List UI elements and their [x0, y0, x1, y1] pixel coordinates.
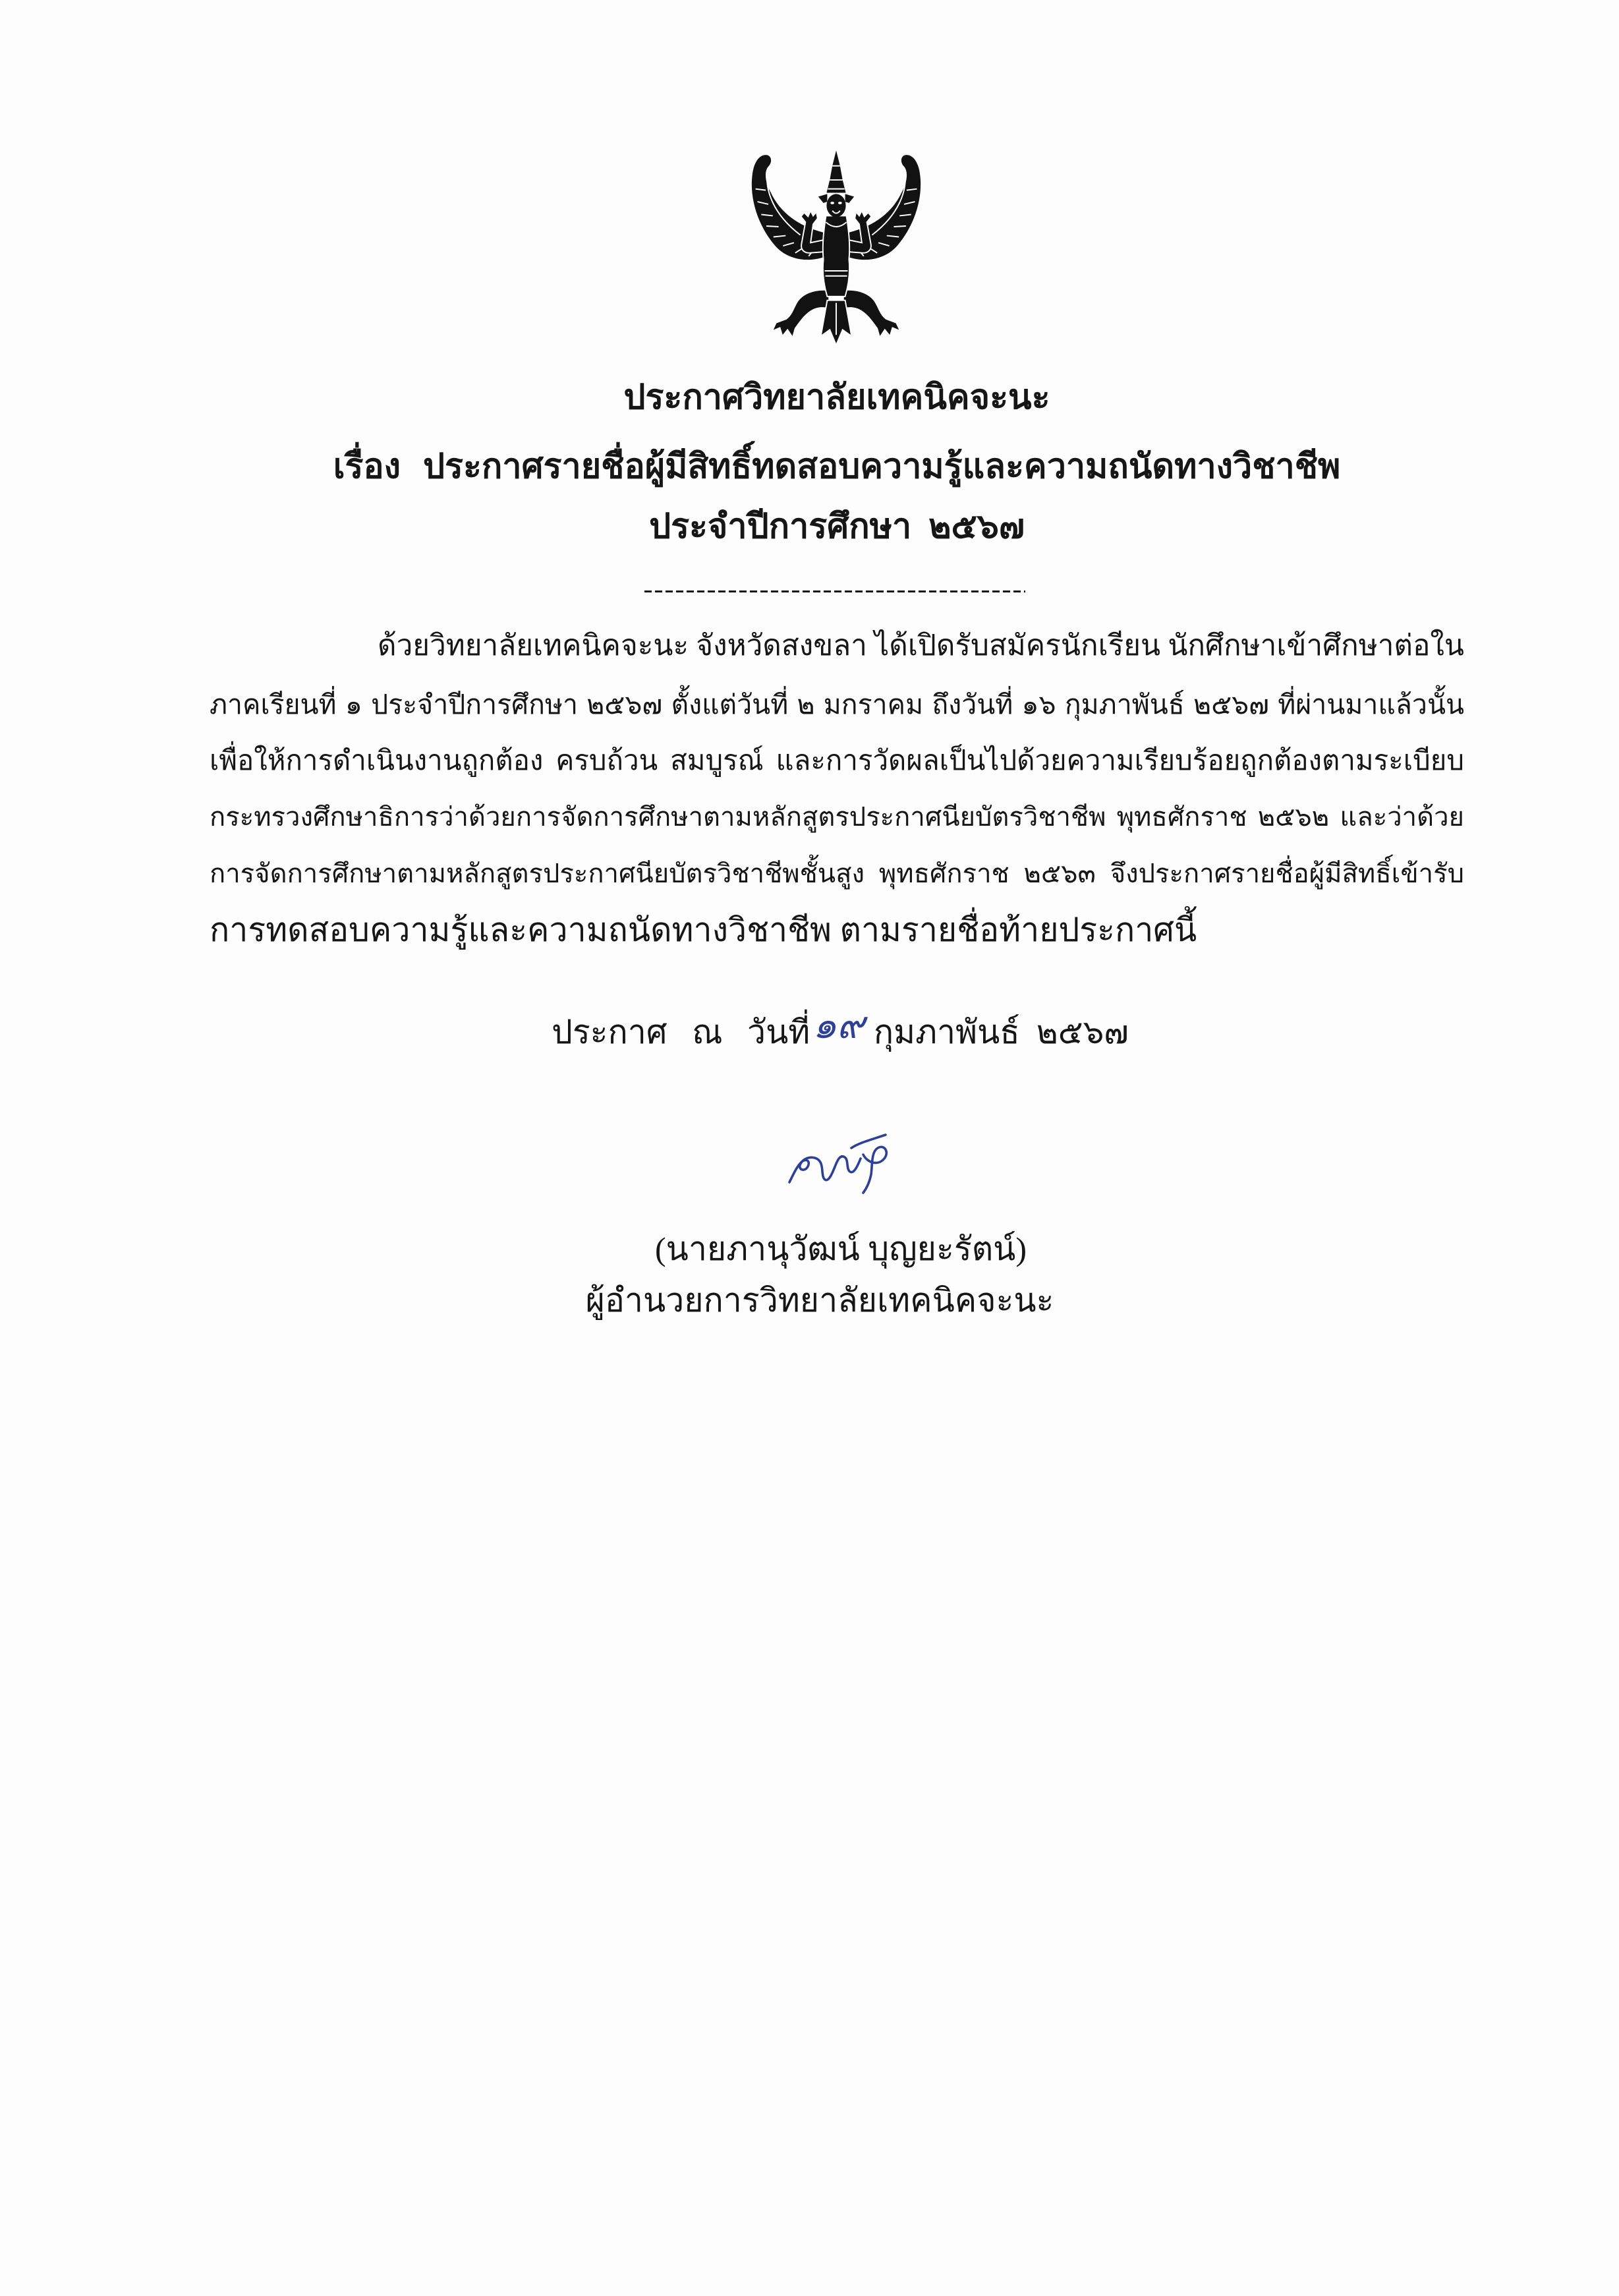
header-separator	[644, 590, 1025, 592]
announcement-title: ประกาศวิทยาลัยเทคนิคจะนะ	[623, 379, 1050, 416]
emblem-crown	[826, 150, 845, 192]
body-line-2: ภาคเรียนที่ ๑ ประจำปีการศึกษา ๒๕๖๗ ตั้งแต่วันที่ ๒ มกราคม ถึงวันที่ ๑๖ กุมภาพันธ์ ๒๕๖๗ ที่ผ่านมาแล้วนั้น	[210, 689, 1464, 720]
body-line-1: ด้วยวิทยาลัยเทคนิคจะนะ จังหวัดสงขลา ได้เปิดรับสมัครนักเรียน นักศึกษาเข้าศึกษาต่อใน	[378, 629, 1464, 662]
body-line-6: การทดสอบความรู้และความถนัดทางวิชาชีพ ตามรายชื่อท้ายประกาศนี้	[210, 911, 1197, 948]
body-line-3: เพื่อให้การดำเนินงานถูกต้อง ครบถ้วน สมบูรณ์ และการวัดผลเป็นไปด้วยความเรียบร้อยถูกต้องตามระเบียบ	[210, 746, 1464, 776]
signatory-position: ผู้อำนวยการวิทยาลัยเทคนิคจะนะ	[585, 1282, 1054, 1319]
date-prefix: ประกาศ ณ วันที่	[552, 1014, 810, 1050]
announcement-subject	[210, 440, 1464, 495]
date-month-year: กุมภาพันธ์ ๒๕๖๗	[873, 1014, 1129, 1050]
emblem-body	[823, 215, 849, 296]
subject-text: ประกาศรายชื่อผู้มีสิทธิ์ทดสอบความรู้และความถนัดทางวิชาชีพ	[423, 448, 1341, 486]
body-line-4: กระทรวงศึกษาธิการว่าด้วยการจัดการศึกษาตามหลักสูตรประกาศนียบัตรวิชาชีพ พุทธศักราช ๒๕๖๒ และว่าด้วย	[210, 802, 1464, 832]
academic-year: ประจำปีการศึกษา ๒๕๖๗	[649, 508, 1025, 546]
signatory-name: (นายภานุวัฒน์ บุญยะรัตน์)	[655, 1230, 1027, 1267]
announcement-date	[445, 1003, 1236, 1060]
director-signature	[785, 1128, 897, 1197]
handwritten-day: ๑๙	[812, 1003, 865, 1047]
subject-label: เรื่อง	[333, 448, 401, 486]
emblem-right-half	[843, 155, 921, 337]
emblem-left-half	[752, 155, 830, 337]
body-line-5: การจัดการศึกษาตามหลักสูตรประกาศนียบัตรวิชาชีพชั้นสูง พุทธศักราช ๒๕๖๓ จึงประกาศรายชื่อผู้มีสิทธิ์เข้ารับ	[210, 859, 1464, 888]
garuda-emblem	[747, 146, 926, 351]
